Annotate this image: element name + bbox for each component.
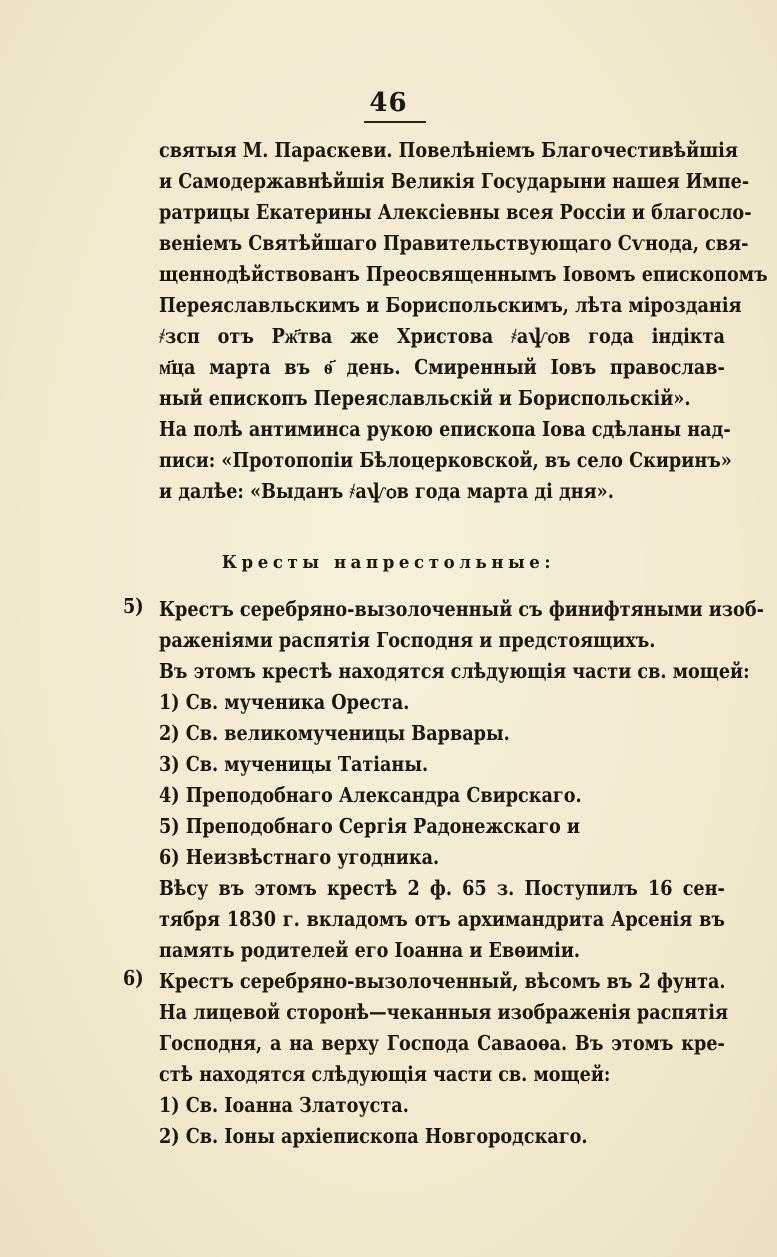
text-line: веніемъ Святѣйшаго Правительствующаго Сѵнода, свя-	[159, 231, 749, 255]
text-line: стѣ находятся слѣдующія части св. мощей:	[159, 1062, 611, 1086]
section-heading: Кресты напрестольные:	[221, 552, 556, 573]
text-line: святыя М. Параскеви. Повелѣніемъ Благочестивѣйшія	[159, 138, 738, 162]
page-number-rule	[364, 121, 426, 123]
text-line: 2) Св. великомученицы Варвары.	[159, 721, 510, 745]
text-line: щеннодѣйствованъ Преосвященнымъ Іовомъ епископомъ	[159, 262, 768, 286]
item-number: 5)	[123, 594, 144, 618]
text-line: Крестъ серебряно-вызолоченный, вѣсомъ въ 2 фунта.	[159, 969, 726, 993]
text-line: ратрицы Екатерины Алексіевны всея Россіи и благосло-	[159, 200, 752, 224]
text-line: ный епископъ Переяславльскій и Бориспольскій».	[159, 386, 691, 410]
text-line: 1) Св. Іоанна Златоуста.	[159, 1093, 409, 1117]
text-line: 3) Св. мученицы Татіаны.	[159, 752, 429, 776]
text-line: Вѣсу въ этомъ крестѣ 2 ф. 65 з. Поступилъ 16 сен-	[159, 876, 725, 900]
text-line: 5) Преподобнаго Сергія Радонежскаго и	[159, 814, 580, 838]
text-line: писи: «Протопопіи Бѣлоцерковской, въ село Скиринъ»	[159, 448, 732, 472]
text-line: 4) Преподобнаго Александра Свирскаго.	[159, 783, 582, 807]
text-line: Въ этомъ крестѣ находятся слѣдующія части св. мощей:	[159, 659, 750, 683]
text-line: 2) Св. Іоны архіепископа Новгородскаго.	[159, 1124, 588, 1148]
item-5-text	[159, 594, 764, 966]
text-line: ҂зсп отъ Рж҃тва же Христова ҂аѱѻв года індікта	[159, 324, 725, 348]
item-6-text	[159, 966, 728, 1152]
item-number: 6)	[123, 966, 144, 990]
text-line: раженіями распятія Господня и предстоящихъ.	[159, 628, 656, 652]
text-line: тября 1830 г. вкладомъ отъ архимандрита Арсенія въ	[159, 907, 725, 931]
text-line: На полѣ антиминса рукою епископа Іова сдѣланы над-	[159, 417, 731, 441]
text-line: 6) Неизвѣстнаго угодника.	[159, 845, 440, 869]
text-line: 1) Св. мученика Ореста.	[159, 690, 410, 714]
text-line: и далѣе: «Выданъ ҂аѱѻв года марта ді дня».	[159, 479, 614, 503]
text-line: память родителей его Іоанна и Евѳиміи.	[159, 938, 581, 962]
text-line: Крестъ серебряно-вызолоченный съ финифтяными изоб-	[159, 597, 764, 621]
text-line: Переяславльскимъ и Бориспольскимъ, лѣта мірозданія	[159, 293, 742, 317]
intro-paragraph	[159, 135, 768, 507]
text-line: и Самодержавнѣйшія Великія Государыни нашея Импе-	[159, 169, 750, 193]
text-line: м҃ца марта въ ѳ҃ день. Смиренный Іовъ православ-	[159, 355, 725, 379]
text-line: Господня, а на верху Господа Саваоѳа. Въ этомъ кре-	[159, 1031, 725, 1055]
text-line: На лицевой сторонѣ—чеканныя изображенія распятія	[159, 1000, 728, 1024]
page-number: 46	[369, 88, 408, 118]
